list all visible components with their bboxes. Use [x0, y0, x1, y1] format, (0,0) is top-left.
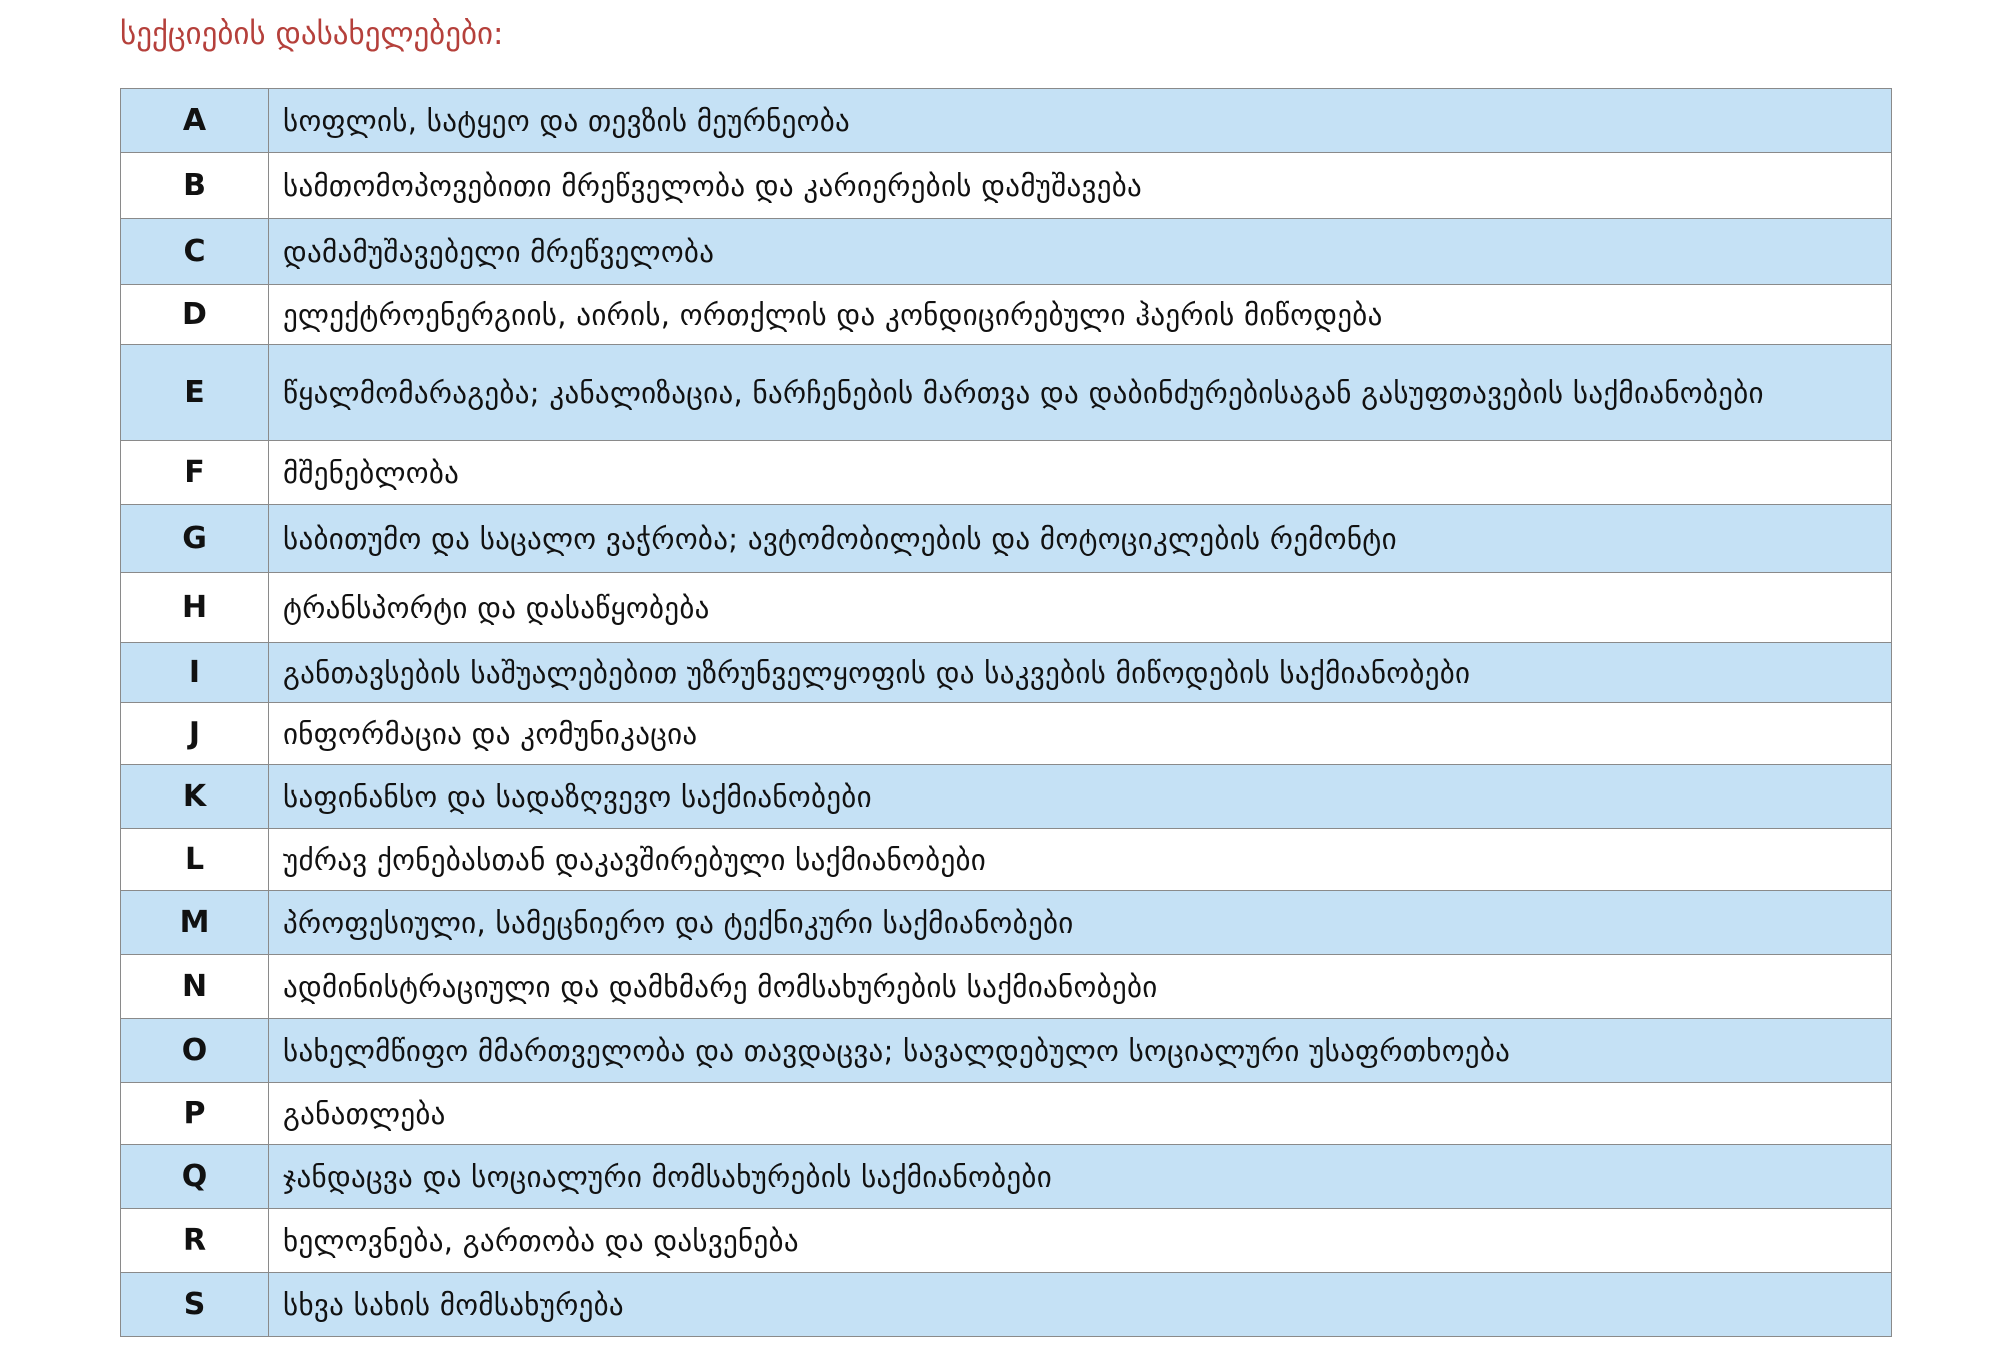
section-code: C	[121, 219, 269, 285]
section-row	[121, 765, 1892, 829]
section-row	[121, 955, 1892, 1019]
section-name: წყალმომარაგება; კანალიზაცია, ნარჩენების მართვა და დაბინძურებისაგან გასუფთავების საქმიანობები	[269, 345, 1892, 441]
section-row	[121, 1083, 1892, 1145]
section-name: სამთომოპოვებითი მრეწველობა და კარიერების დამუშავება	[269, 153, 1892, 219]
section-code: S	[121, 1273, 269, 1337]
section-row	[121, 1209, 1892, 1273]
section-code: F	[121, 441, 269, 505]
section-name: საბითუმო და საცალო ვაჭრობა; ავტომობილების და მოტოციკლების რემონტი	[269, 505, 1892, 573]
section-row	[121, 285, 1892, 345]
section-row	[121, 219, 1892, 285]
section-name: პროფესიული, სამეცნიერო და ტექნიკური საქმიანობები	[269, 891, 1892, 955]
section-name: განათლება	[269, 1083, 1892, 1145]
section-row	[121, 703, 1892, 765]
section-code: K	[121, 765, 269, 829]
section-code: O	[121, 1019, 269, 1083]
section-name: ჯანდაცვა და სოციალური მომსახურების საქმიანობები	[269, 1145, 1892, 1209]
section-code: L	[121, 829, 269, 891]
section-code: J	[121, 703, 269, 765]
section-row	[121, 1145, 1892, 1209]
section-name: საფინანსო და სადაზღვევო საქმიანობები	[269, 765, 1892, 829]
section-row	[121, 345, 1892, 441]
section-code: I	[121, 643, 269, 703]
section-name: ადმინისტრაციული და დამხმარე მომსახურების საქმიანობები	[269, 955, 1892, 1019]
sections-table	[120, 88, 1892, 1337]
section-row	[121, 153, 1892, 219]
section-code: R	[121, 1209, 269, 1273]
section-code: M	[121, 891, 269, 955]
section-row	[121, 829, 1892, 891]
section-names-heading: სექციების დასახელებები:	[120, 16, 504, 52]
section-code: H	[121, 573, 269, 643]
section-name: ელექტროენერგიის, აირის, ორთქლის და კონდიცირებული ჰაერის მიწოდება	[269, 285, 1892, 345]
section-name: განთავსების საშუალებებით უზრუნველყოფის და საკვების მიწოდების საქმიანობები	[269, 643, 1892, 703]
section-row	[121, 1019, 1892, 1083]
section-row	[121, 441, 1892, 505]
section-name: დამამუშავებელი მრეწველობა	[269, 219, 1892, 285]
section-code: A	[121, 89, 269, 153]
section-name: სხვა სახის მომსახურება	[269, 1273, 1892, 1337]
section-row	[121, 891, 1892, 955]
section-row	[121, 643, 1892, 703]
section-row	[121, 573, 1892, 643]
section-code: B	[121, 153, 269, 219]
section-row	[121, 1273, 1892, 1337]
section-name: მშენებლობა	[269, 441, 1892, 505]
section-code: N	[121, 955, 269, 1019]
section-code: P	[121, 1083, 269, 1145]
section-row	[121, 505, 1892, 573]
section-row	[121, 89, 1892, 153]
section-code: Q	[121, 1145, 269, 1209]
section-code: G	[121, 505, 269, 573]
section-code: E	[121, 345, 269, 441]
section-name: ინფორმაცია და კომუნიკაცია	[269, 703, 1892, 765]
section-name: სოფლის, სატყეო და თევზის მეურნეობა	[269, 89, 1892, 153]
section-code: D	[121, 285, 269, 345]
section-name: სახელმწიფო მმართველობა და თავდაცვა; სავალდებულო სოციალური უსაფრთხოება	[269, 1019, 1892, 1083]
sections-table-body	[121, 89, 1892, 1337]
section-name: უძრავ ქონებასთან დაკავშირებული საქმიანობები	[269, 829, 1892, 891]
section-name: ტრანსპორტი და დასაწყობება	[269, 573, 1892, 643]
section-name: ხელოვნება, გართობა და დასვენება	[269, 1209, 1892, 1273]
